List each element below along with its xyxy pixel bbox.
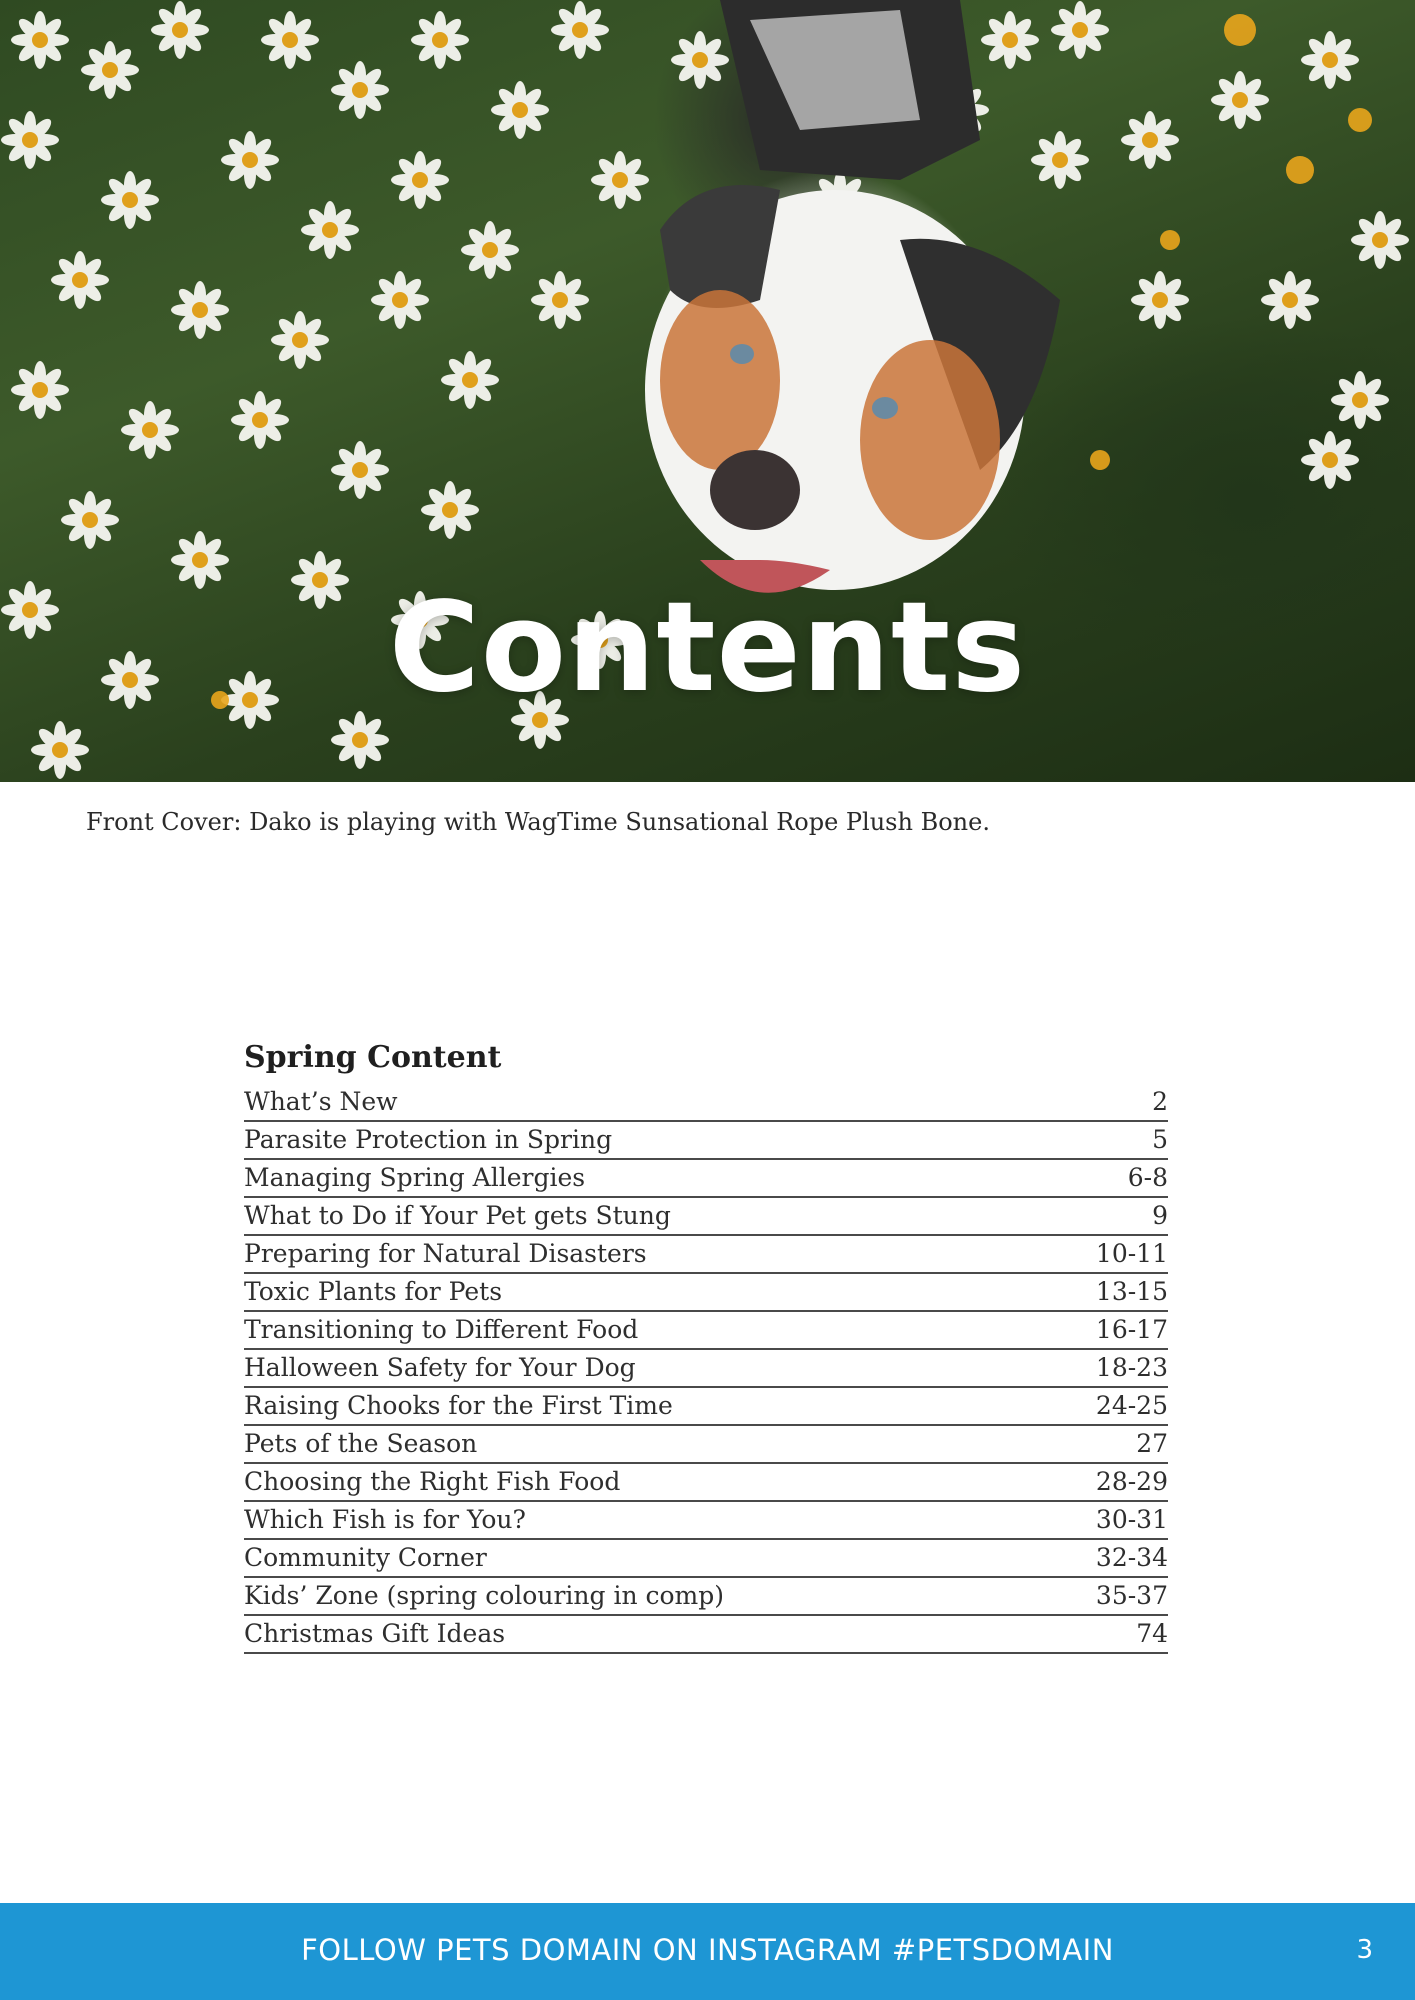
toc-item-title: Preparing for Natural Disasters (244, 1239, 647, 1268)
toc-item-page: 32-34 (1095, 1543, 1168, 1572)
toc-item[interactable] (244, 1274, 1168, 1312)
cover-caption: Front Cover: Dako is playing with WagTime Sunsational Rope Plush Bone. (86, 808, 990, 836)
toc-item-title: Pets of the Season (244, 1429, 478, 1458)
toc-item[interactable] (244, 1388, 1168, 1426)
toc-item-page: 10-11 (1095, 1239, 1168, 1268)
toc-item[interactable] (244, 1084, 1168, 1122)
toc-item[interactable] (244, 1236, 1168, 1274)
footer-bar (0, 1903, 1415, 2000)
toc-item-page: 28-29 (1095, 1467, 1168, 1496)
toc-item-title: Transitioning to Different Food (244, 1315, 639, 1344)
toc-item-page: 16-17 (1095, 1315, 1168, 1344)
toc-item-page: 13-15 (1095, 1277, 1168, 1306)
toc-item-title: Kids’ Zone (spring colouring in comp) (244, 1581, 725, 1610)
toc-item[interactable] (244, 1502, 1168, 1540)
hero-photo (0, 0, 1415, 782)
page-number: 3 (1356, 1935, 1373, 1965)
toc-item-page: 35-37 (1095, 1581, 1168, 1610)
toc-item-page: 9 (1152, 1201, 1168, 1230)
toc-item-page: 2 (1152, 1087, 1168, 1116)
toc-item-title: Toxic Plants for Pets (244, 1277, 503, 1306)
page-title: Contents (388, 576, 1027, 720)
toc-heading: Spring Content (244, 1040, 502, 1075)
toc-item-title: Which Fish is for You? (244, 1505, 526, 1534)
toc-item-title: Parasite Protection in Spring (244, 1125, 613, 1154)
toc-item[interactable] (244, 1464, 1168, 1502)
table-of-contents (244, 1040, 1168, 1654)
toc-item[interactable] (244, 1160, 1168, 1198)
toc-item-title: What to Do if Your Pet gets Stung (244, 1201, 671, 1230)
toc-item-page: 30-31 (1095, 1505, 1168, 1534)
toc-item-title: Christmas Gift Ideas (244, 1619, 506, 1648)
toc-item-title: Choosing the Right Fish Food (244, 1467, 621, 1496)
toc-item-page: 6-8 (1127, 1163, 1168, 1192)
toc-item-page: 74 (1136, 1619, 1168, 1648)
toc-item-title: Raising Chooks for the First Time (244, 1391, 673, 1420)
toc-item[interactable] (244, 1198, 1168, 1236)
toc-item[interactable] (244, 1350, 1168, 1388)
toc-item[interactable] (244, 1426, 1168, 1464)
toc-item[interactable] (244, 1122, 1168, 1160)
toc-item-page: 24-25 (1095, 1391, 1168, 1420)
toc-item[interactable] (244, 1616, 1168, 1654)
toc-item-title: Community Corner (244, 1543, 487, 1572)
toc-item[interactable] (244, 1578, 1168, 1616)
toc-item[interactable] (244, 1312, 1168, 1350)
toc-item-title: Halloween Safety for Your Dog (244, 1353, 636, 1382)
instagram-promo-link[interactable]: FOLLOW PETS DOMAIN ON INSTAGRAM #PETSDOMAIN (301, 1933, 1114, 1967)
toc-item[interactable] (244, 1540, 1168, 1578)
toc-item-title: Managing Spring Allergies (244, 1163, 586, 1192)
toc-item-page: 5 (1152, 1125, 1168, 1154)
toc-item-title: What’s New (244, 1087, 398, 1116)
toc-item-page: 18-23 (1095, 1353, 1168, 1382)
toc-list (244, 1084, 1168, 1654)
toc-item-page: 27 (1136, 1429, 1168, 1458)
